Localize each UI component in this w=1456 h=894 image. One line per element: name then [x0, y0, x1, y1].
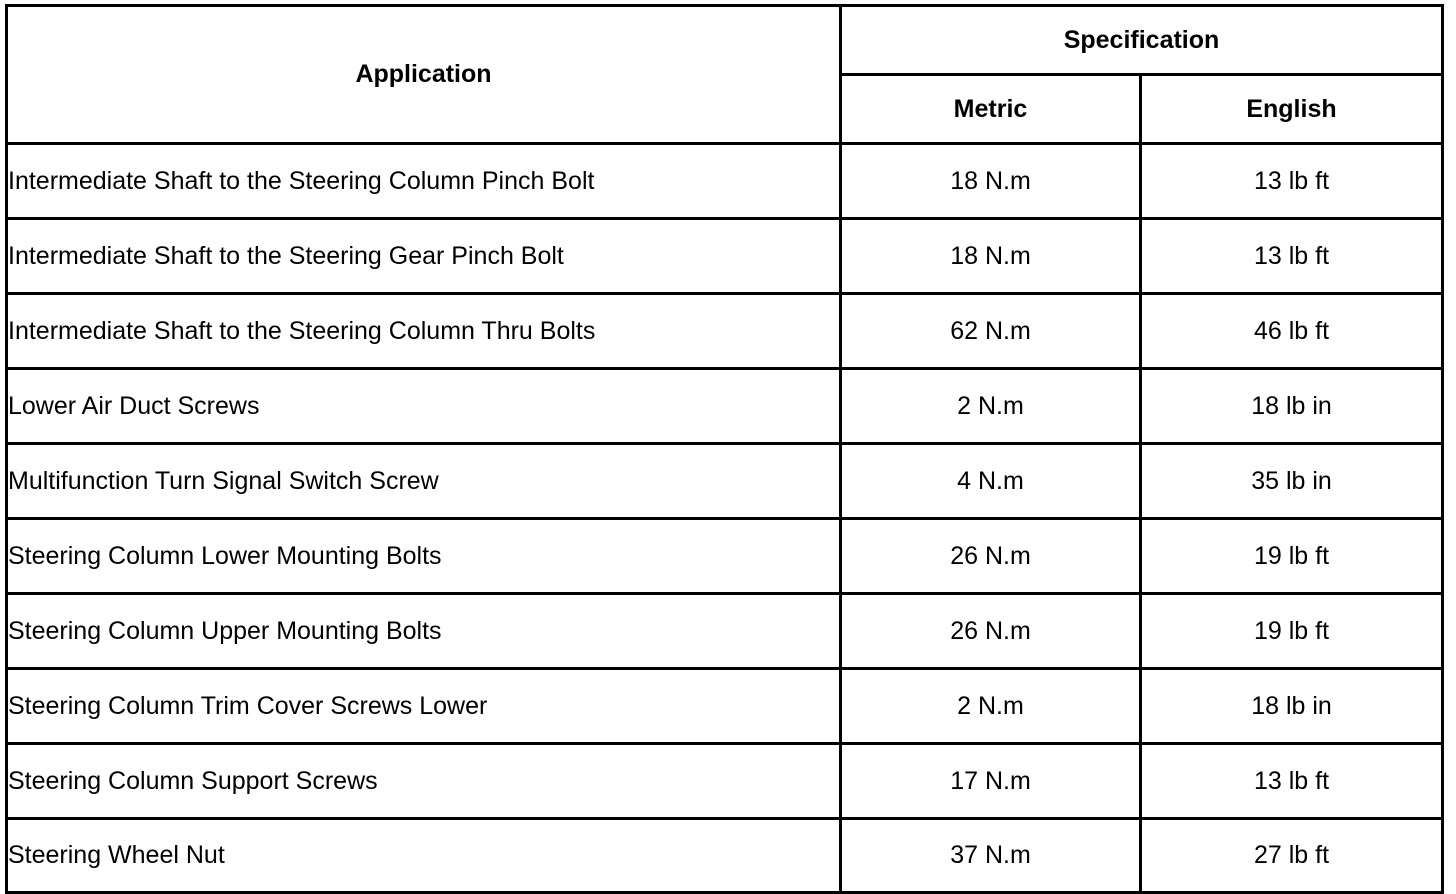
metric-cell: 2 N.m [841, 369, 1141, 444]
metric-cell: 26 N.m [841, 594, 1141, 669]
metric-cell: 2 N.m [841, 669, 1141, 744]
application-cell: Intermediate Shaft to the Steering Column Thru Bolts [7, 294, 841, 369]
header-row-top [7, 6, 1443, 75]
application-cell: Steering Column Lower Mounting Bolts [7, 519, 841, 594]
table-row [7, 444, 1443, 519]
application-cell: Steering Wheel Nut [7, 819, 841, 893]
header-application: Application [7, 6, 841, 144]
english-cell: 35 lb in [1141, 444, 1443, 519]
application-cell: Intermediate Shaft to the Steering Column Pinch Bolt [7, 144, 841, 219]
application-cell: Steering Column Trim Cover Screws Lower [7, 669, 841, 744]
table-row [7, 669, 1443, 744]
table-row [7, 744, 1443, 819]
metric-cell: 4 N.m [841, 444, 1141, 519]
table-row [7, 594, 1443, 669]
header-specification: Specification [841, 6, 1443, 75]
metric-cell: 26 N.m [841, 519, 1141, 594]
header-english: English [1141, 75, 1443, 144]
application-cell: Steering Column Support Screws [7, 744, 841, 819]
table-row [7, 369, 1443, 444]
table-row [7, 144, 1443, 219]
english-cell: 18 lb in [1141, 669, 1443, 744]
english-cell: 27 lb ft [1141, 819, 1443, 893]
metric-cell: 62 N.m [841, 294, 1141, 369]
application-cell: Lower Air Duct Screws [7, 369, 841, 444]
metric-cell: 37 N.m [841, 819, 1141, 893]
metric-cell: 18 N.m [841, 144, 1141, 219]
english-cell: 19 lb ft [1141, 519, 1443, 594]
metric-cell: 18 N.m [841, 219, 1141, 294]
english-cell: 13 lb ft [1141, 144, 1443, 219]
table-row [7, 519, 1443, 594]
english-cell: 13 lb ft [1141, 744, 1443, 819]
application-cell: Multifunction Turn Signal Switch Screw [7, 444, 841, 519]
english-cell: 13 lb ft [1141, 219, 1443, 294]
metric-cell: 17 N.m [841, 744, 1141, 819]
english-cell: 46 lb ft [1141, 294, 1443, 369]
table-row [7, 819, 1443, 893]
torque-spec-table [5, 4, 1444, 894]
application-cell: Steering Column Upper Mounting Bolts [7, 594, 841, 669]
header-metric: Metric [841, 75, 1141, 144]
application-cell: Intermediate Shaft to the Steering Gear Pinch Bolt [7, 219, 841, 294]
table-row [7, 219, 1443, 294]
english-cell: 18 lb in [1141, 369, 1443, 444]
table-row [7, 294, 1443, 369]
english-cell: 19 lb ft [1141, 594, 1443, 669]
